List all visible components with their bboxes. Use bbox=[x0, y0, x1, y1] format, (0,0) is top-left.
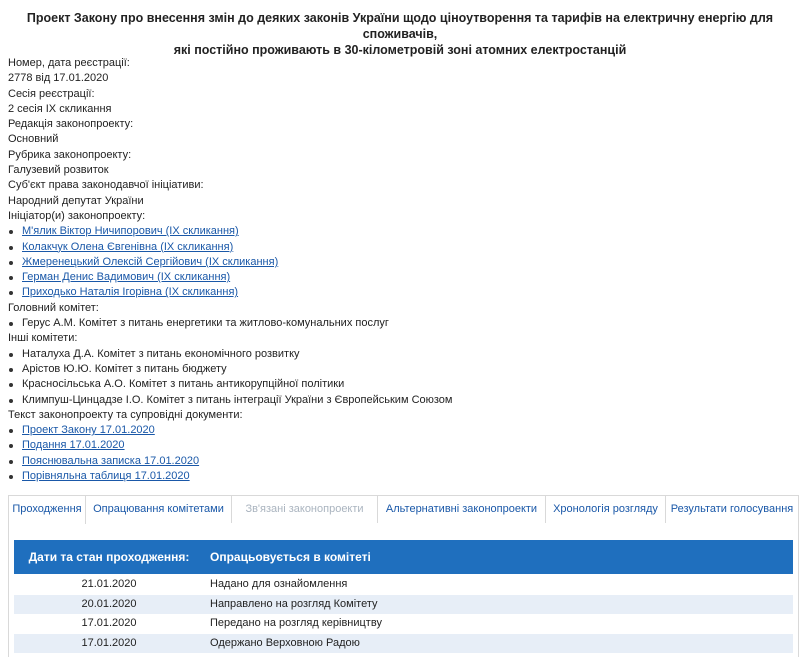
list-item: Красносільська А.О. Комітет з питань антикорупційної політики bbox=[8, 377, 788, 392]
row-date: 17.01.2020 bbox=[81, 636, 137, 649]
list-item: Наталуха Д.А. Комітет з питань економічного розвитку bbox=[8, 347, 788, 362]
header-dates: Дати та стан проходження: bbox=[28, 550, 190, 564]
session-value: 2 сесія IX скликання bbox=[8, 102, 112, 115]
table-row bbox=[14, 614, 793, 634]
initiator-link[interactable]: Герман Денис Вадимович (IX скликання) bbox=[22, 271, 231, 284]
row-status: Одержано Верховною Радою bbox=[210, 636, 360, 649]
list-item bbox=[8, 438, 788, 453]
list-item bbox=[8, 423, 788, 438]
edition-label: Редакція законопроекту: bbox=[8, 118, 134, 131]
session-label: Сесія реєстрації: bbox=[8, 87, 95, 100]
list-item bbox=[8, 255, 788, 270]
list-item: Арістов Ю.Ю. Комітет з питань бюджету bbox=[8, 362, 788, 377]
tab-panel-progress bbox=[8, 523, 799, 657]
tab-alternative-bills[interactable]: Альтернативні законопроекти bbox=[378, 495, 546, 523]
table-header bbox=[14, 540, 793, 574]
list-item bbox=[8, 285, 788, 300]
list-item bbox=[8, 469, 788, 484]
document-link[interactable]: Порівняльна таблиця 17.01.2020 bbox=[22, 470, 190, 483]
initiator-link[interactable]: Приходько Наталія Ігорівна (IX скликання) bbox=[22, 286, 239, 299]
initiators-label: Ініціатор(и) законопроекту: bbox=[8, 209, 146, 222]
progress-table bbox=[14, 575, 793, 653]
tab-chronology[interactable]: Хронологія розгляду bbox=[546, 495, 666, 523]
other-committees-label: Інші комітети: bbox=[8, 332, 78, 345]
main-committee-label: Головний комітет: bbox=[8, 301, 99, 314]
subject-value: Народний депутат України bbox=[8, 194, 144, 207]
list-item bbox=[8, 270, 788, 285]
initiator-link[interactable]: Жмеренецький Олексій Сергійович (IX скликання) bbox=[22, 255, 279, 268]
other-committees-list bbox=[8, 347, 788, 408]
rubric-label: Рубрика законопроекту: bbox=[8, 148, 132, 161]
header-status: Опрацьовується в комітеті bbox=[210, 550, 371, 564]
table-row bbox=[14, 575, 793, 595]
list-item bbox=[8, 240, 788, 255]
tab-bar bbox=[8, 495, 799, 523]
edition-value: Основний bbox=[8, 133, 59, 146]
tab-voting-results[interactable]: Результати голосування bbox=[666, 495, 799, 523]
row-status: Передано на розгляд керівництву bbox=[210, 617, 382, 629]
document-link[interactable]: Пояснювальна записка 17.01.2020 bbox=[22, 454, 200, 467]
row-status: Надано для ознайомлення bbox=[210, 578, 348, 590]
registration-value: 2778 від 17.01.2020 bbox=[8, 72, 109, 85]
rubric-value: Галузевий розвиток bbox=[8, 164, 109, 177]
page-title bbox=[0, 10, 800, 58]
initiator-link[interactable]: Колакчук Олена Євгенівна (IX скликання) bbox=[22, 240, 234, 253]
table-row bbox=[14, 634, 793, 654]
tab-related-bills[interactable]: Зв'язані законопроекти bbox=[232, 495, 378, 523]
list-item: Климпуш-Цинцадзе І.О. Комітет з питань інтеграції України з Європейським Союзом bbox=[8, 393, 788, 408]
table-row bbox=[14, 595, 793, 615]
tab-progress[interactable]: Проходження bbox=[8, 495, 86, 524]
row-status: Направлено на розгляд Комітету bbox=[210, 597, 378, 610]
list-item bbox=[8, 224, 788, 239]
list-item bbox=[8, 454, 788, 469]
main-committee-item: Герус А.М. Комітет з питань енергетики та житлово-комунальних послуг bbox=[8, 316, 788, 331]
row-date: 20.01.2020 bbox=[81, 597, 137, 610]
row-date: 17.01.2020 bbox=[81, 617, 137, 629]
page-title-line-1: Проект Закону про внесення змін до деяких законів України щодо ціноутворення та тарифів на електричну енергію для споживачів, bbox=[26, 11, 774, 41]
main-committee-list bbox=[8, 316, 788, 331]
document-link[interactable]: Проект Закону 17.01.2020 bbox=[22, 424, 155, 437]
subject-label: Суб'єкт права законодавчої ініціативи: bbox=[8, 179, 204, 192]
document-link[interactable]: Подання 17.01.2020 bbox=[22, 439, 125, 452]
documents-list bbox=[8, 423, 788, 484]
bill-info bbox=[8, 56, 788, 484]
tab-committee-processing[interactable]: Опрацювання комітетами bbox=[86, 495, 232, 523]
documents-label: Текст законопроекту та супровідні документи: bbox=[8, 408, 243, 421]
initiator-link[interactable]: М'ялик Віктор Ничипорович (IX скликання) bbox=[22, 225, 239, 238]
initiators-list bbox=[8, 224, 788, 300]
row-date: 21.01.2020 bbox=[81, 578, 137, 590]
page-title-line-2: які постійно проживають в 30-кілометровій зоні атомних електростанцій bbox=[173, 43, 627, 57]
registration-label: Номер, дата реєстрації: bbox=[8, 57, 130, 69]
